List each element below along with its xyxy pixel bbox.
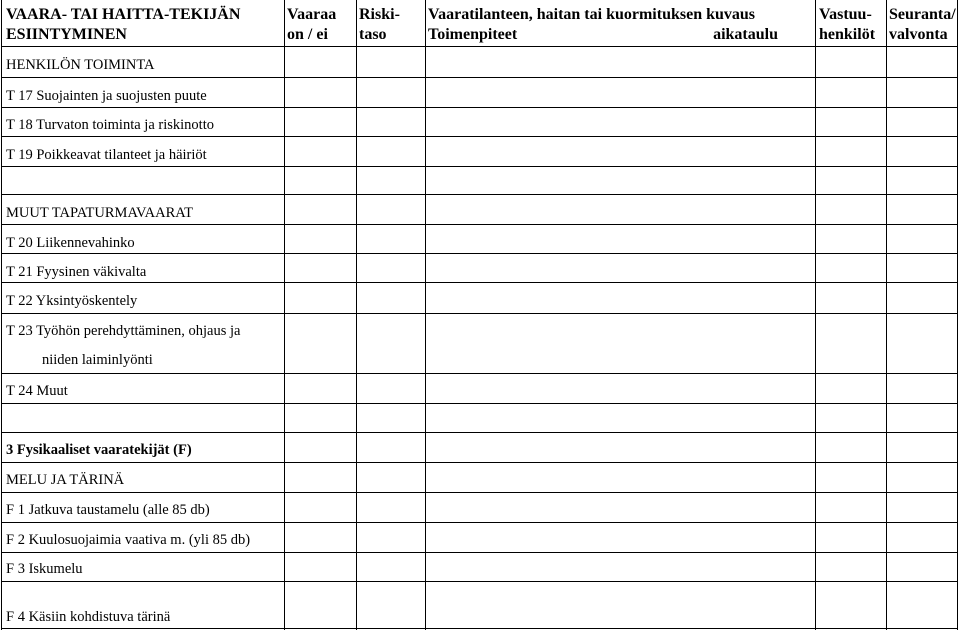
grid-hline — [1, 77, 958, 78]
row-f3: F 3 Iskumelu — [6, 561, 83, 577]
header-schedule-label: aikataulu — [713, 26, 778, 43]
row-section-physical-hazards: 3 Fysikaaliset vaaratekijät (F) — [6, 442, 192, 458]
header-monitoring — [889, 0, 960, 46]
grid-hline — [1, 628, 958, 629]
grid-hline — [1, 313, 958, 314]
header-desc-line1: Vaaratilanteen, haitan tai kuormituksen kuvaus — [428, 6, 756, 23]
header-desc-line2 — [428, 25, 810, 45]
grid-vline — [886, 0, 887, 630]
grid-hline — [1, 282, 958, 283]
grid-hline — [1, 136, 958, 137]
header-responsible-line1: Vastuu- — [819, 6, 872, 23]
header-yesno-line1: Vaaraa — [287, 6, 337, 23]
grid-vline — [284, 0, 285, 630]
grid-vline — [356, 0, 357, 630]
row-section-personal-action: HENKILÖN TOIMINTA — [6, 57, 155, 73]
header-risk-line2: taso — [359, 26, 387, 43]
row-t23: T 23 Työhön perehdyttäminen, ohjaus ja — [6, 323, 241, 339]
header-monitoring-line2: valvonta — [889, 26, 948, 43]
header-yesno-line2: on / ei — [287, 26, 328, 43]
row-t19: T 19 Poikkeavat tilanteet ja häiriöt — [6, 147, 207, 163]
header-hazard-line1: VAARA- TAI HAITTA-TEKIJÄN — [6, 6, 241, 23]
grid-hline — [1, 194, 958, 195]
header-hazard-yes-no — [287, 0, 353, 46]
row-f1: F 1 Jatkuva taustamelu (alle 85 db) — [6, 502, 210, 518]
row-t23-cont: niiden laiminlyönti — [42, 352, 153, 368]
grid-hline — [1, 224, 958, 225]
header-monitoring-line1: Seuranta/ — [889, 6, 956, 23]
grid-hline — [1, 462, 958, 463]
header-responsible-line2: henkilöt — [819, 26, 876, 43]
header-actions-label: Toimenpiteet — [428, 26, 518, 43]
grid-hline — [1, 166, 958, 167]
grid-vline — [957, 0, 958, 630]
header-risk-line1: Riski- — [359, 6, 400, 23]
grid-vline — [1, 0, 2, 630]
grid-hline — [1, 492, 958, 493]
grid-hline — [1, 373, 958, 374]
grid-hline — [1, 522, 958, 523]
grid-hline — [1, 403, 958, 404]
row-section-noise-vibration: MELU JA TÄRINÄ — [6, 472, 125, 488]
row-t17: T 17 Suojainten ja suojusten puute — [6, 88, 207, 104]
grid-hline — [1, 253, 958, 254]
row-t22: T 22 Yksintyöskentely — [6, 293, 138, 309]
row-t18: T 18 Turvaton toiminta ja riskinotto — [6, 117, 214, 133]
row-section-other-accidents: MUUT TAPATURMAVAARAT — [6, 205, 193, 221]
header-hazard-occurrence — [6, 0, 281, 46]
grid-hline — [1, 581, 958, 582]
grid-hline — [1, 46, 958, 47]
row-f4: F 4 Käsiin kohdistuva tärinä — [6, 609, 171, 625]
header-description-actions — [428, 0, 810, 46]
grid-hline — [1, 552, 958, 553]
grid-hline — [1, 107, 958, 108]
row-t24: T 24 Muut — [6, 383, 68, 399]
header-risk-level — [359, 0, 419, 46]
grid-vline — [815, 0, 816, 630]
row-f2: F 2 Kuulosuojaimia vaativa m. (yli 85 db) — [6, 532, 251, 548]
grid-hline — [1, 432, 958, 433]
row-t21: T 21 Fyysinen väkivalta — [6, 264, 147, 280]
header-responsible — [819, 0, 885, 46]
row-t20: T 20 Liikennevahinko — [6, 235, 135, 251]
grid-vline — [425, 0, 426, 630]
header-hazard-line2: ESIINTYMINEN — [6, 26, 127, 43]
